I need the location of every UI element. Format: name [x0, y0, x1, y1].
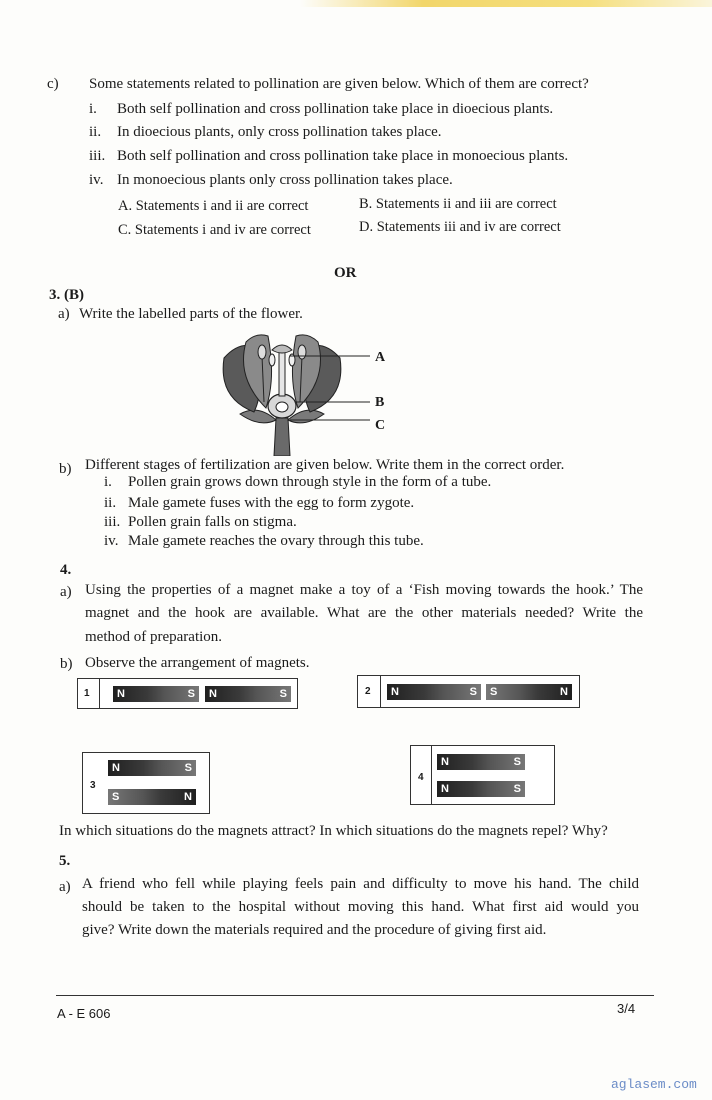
pole-label: N: [117, 688, 125, 700]
paragraph-line: method of preparation.: [85, 629, 223, 645]
pole-label: S: [184, 762, 192, 774]
page-number: 3/4: [617, 1001, 636, 1016]
scan-edge-strip: [300, 0, 712, 7]
statement-num: ii.: [89, 124, 102, 140]
statement-text: Both self pollination and cross pollination take place in dioecious plants.: [117, 101, 554, 117]
footer-rule: [56, 995, 654, 996]
magnet-question: In which situations do the magnets attract? In which situations do the magnets repel? Why?: [59, 823, 608, 839]
stage-text: Male gamete reaches the ovary through this tube.: [128, 533, 424, 549]
stage-num: iv.: [104, 533, 119, 549]
paragraph-line: should be taken to the hospital without moving this hand. What first aid would you: [82, 899, 639, 915]
paper-code: A - E 606: [57, 1006, 111, 1021]
pole-label: N: [112, 762, 120, 774]
option-a: A. Statements i and ii are correct: [118, 198, 309, 214]
stage-text: Pollen grain grows down through style in the form of a tube.: [128, 474, 492, 490]
pole-label: N: [560, 686, 568, 698]
arrangement-number: 3: [90, 780, 96, 791]
bar-magnet: [486, 684, 572, 700]
stage-num: i.: [104, 474, 112, 490]
bar-magnet: [387, 684, 481, 700]
option-d: D. Statements iii and iv are correct: [359, 219, 561, 235]
paragraph-line: magnet and the hook are available. What are the other materials needed? Write the: [85, 605, 643, 621]
magnet-arrangement-4: [410, 745, 555, 805]
bar-magnet: [437, 781, 525, 797]
paragraph-line: Using the properties of a magnet make a toy of a ‘Fish moving towards the hook.’ The: [85, 582, 643, 598]
pole-label: S: [513, 756, 521, 768]
divider: [431, 746, 432, 804]
pole-label: S: [469, 686, 477, 698]
pole-label: S: [279, 688, 287, 700]
sub-question-text: Write the labelled parts of the flower.: [79, 306, 303, 322]
statement-num: iv.: [89, 172, 104, 188]
statement-num: i.: [89, 101, 97, 117]
bar-magnet: [205, 686, 291, 702]
flower-diagram: [210, 328, 410, 456]
magnet-arrangement-3: [82, 752, 210, 814]
sub-label: b): [59, 461, 72, 477]
stage-num: iii.: [104, 514, 121, 530]
paragraph-line: A friend who fell while playing feels pain and difficulty to move his hand. The child: [82, 876, 639, 892]
stage-num: ii.: [104, 495, 117, 511]
option-c: C. Statements i and iv are correct: [118, 222, 311, 238]
question-heading: 5.: [59, 853, 71, 869]
bar-magnet: [108, 789, 196, 805]
sub-question-text: Different stages of fertilization are given below. Write them in the correct order.: [85, 457, 565, 473]
statement-text: In monoecious plants only cross pollination takes place.: [117, 172, 453, 188]
bar-magnet: [113, 686, 199, 702]
paragraph-line: give? Write down the materials required and the procedure of giving first aid.: [82, 922, 547, 938]
bar-magnet: [437, 754, 525, 770]
pole-label: N: [441, 756, 449, 768]
option-b: B. Statements ii and iii are correct: [359, 196, 557, 212]
bar-magnet: [108, 760, 196, 776]
sub-label: a): [58, 306, 70, 322]
sub-label: a): [59, 879, 71, 895]
flower-illustration: [223, 335, 341, 456]
divider: [380, 676, 381, 707]
statement-num: iii.: [89, 148, 106, 164]
sub-question-text: Observe the arrangement of magnets.: [85, 655, 310, 671]
pole-label: S: [112, 791, 120, 803]
statement-text: Both self pollination and cross pollination take place in monoecious plants.: [117, 148, 569, 164]
or-divider: OR: [334, 265, 357, 281]
statement-text: In dioecious plants, only cross pollination takes place.: [117, 124, 442, 140]
question-label: c): [47, 76, 59, 92]
pole-label: N: [209, 688, 217, 700]
flower-label-b: B: [375, 395, 385, 410]
pole-label: N: [441, 783, 449, 795]
divider: [99, 679, 100, 708]
magnet-arrangement-2: [357, 675, 580, 708]
pole-label: N: [391, 686, 399, 698]
question-stem: Some statements related to pollination are given below. Which of them are correct?: [89, 76, 589, 92]
pole-label: S: [513, 783, 521, 795]
pole-label: S: [490, 686, 498, 698]
arrangement-number: 1: [84, 688, 90, 699]
flower-label-c: C: [375, 418, 386, 433]
question-heading: 4.: [60, 562, 72, 578]
arrangement-number: 2: [365, 686, 371, 697]
stage-text: Male gamete fuses with the egg to form zygote.: [128, 495, 415, 511]
magnet-arrangement-1: [77, 678, 298, 709]
pole-label: S: [187, 688, 195, 700]
question-heading: 3. (B): [49, 287, 84, 303]
sub-label: a): [60, 584, 72, 600]
flower-label-a: A: [375, 350, 386, 365]
sub-label: b): [60, 656, 73, 672]
pole-label: N: [184, 791, 192, 803]
stage-text: Pollen grain falls on stigma.: [128, 514, 297, 530]
arrangement-number: 4: [418, 772, 424, 783]
watermark: aglasem.com: [611, 1077, 697, 1092]
